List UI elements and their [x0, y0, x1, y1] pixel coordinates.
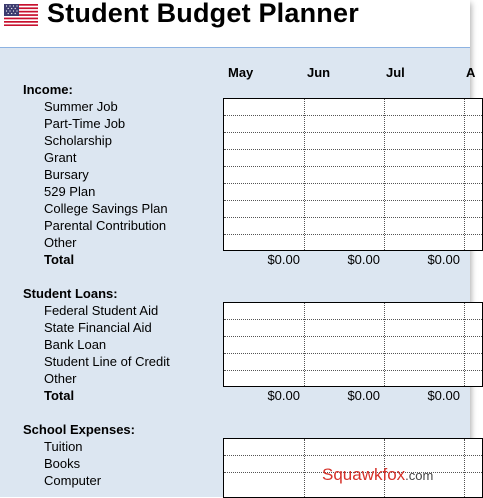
income-total-may: $0.00 — [267, 252, 300, 267]
income-item-summer-job: Summer Job — [44, 99, 118, 114]
income-total-jun: $0.00 — [347, 252, 380, 267]
month-header-jun: Jun — [307, 65, 331, 80]
loans-total-jun: $0.00 — [347, 388, 380, 403]
loans-total-jul: $0.00 — [427, 388, 460, 403]
income-total-label: Total — [44, 252, 75, 267]
income-item-529-plan: 529 Plan — [44, 184, 96, 199]
loan-item-line-of-credit: Student Line of Credit — [44, 354, 170, 369]
month-header-may: May — [228, 65, 254, 80]
header-divider — [0, 47, 470, 48]
expense-item-computer: Computer — [44, 473, 102, 488]
loan-item-state: State Financial Aid — [44, 320, 152, 335]
loans-heading: Student Loans: — [23, 286, 118, 301]
loan-item-bank: Bank Loan — [44, 337, 107, 352]
income-item-college-savings-plan: College Savings Plan — [44, 201, 168, 216]
title-bar — [0, 0, 470, 47]
squawkfox-watermark — [322, 465, 433, 485]
income-total-jul: $0.00 — [427, 252, 460, 267]
watermark-brand: Squawkfox — [322, 465, 406, 484]
income-item-bursary: Bursary — [44, 167, 89, 182]
loans-total-label: Total — [44, 388, 75, 403]
month-header-aug: A — [466, 65, 476, 80]
watermark-suffix: .com — [405, 468, 434, 483]
loans-total-may: $0.00 — [267, 388, 300, 403]
page-title: Student Budget Planner — [47, 0, 359, 28]
income-item-grant: Grant — [44, 150, 77, 165]
loans-input-grid[interactable] — [223, 302, 483, 387]
income-item-parental-contribution: Parental Contribution — [44, 218, 167, 233]
loan-item-other: Other — [44, 371, 77, 386]
income-input-grid[interactable] — [223, 98, 483, 251]
us-flag-icon — [4, 4, 38, 26]
income-item-other: Other — [44, 235, 77, 250]
income-item-scholarship: Scholarship — [44, 133, 112, 148]
month-header-jul: Jul — [386, 65, 405, 80]
expenses-heading: School Expenses: — [23, 422, 135, 437]
expense-item-books: Books — [44, 456, 81, 471]
loan-item-federal: Federal Student Aid — [44, 303, 159, 318]
expense-item-tuition: Tuition — [44, 439, 83, 454]
income-item-part-time-job: Part-Time Job — [44, 116, 126, 131]
income-heading: Income: — [23, 82, 73, 97]
